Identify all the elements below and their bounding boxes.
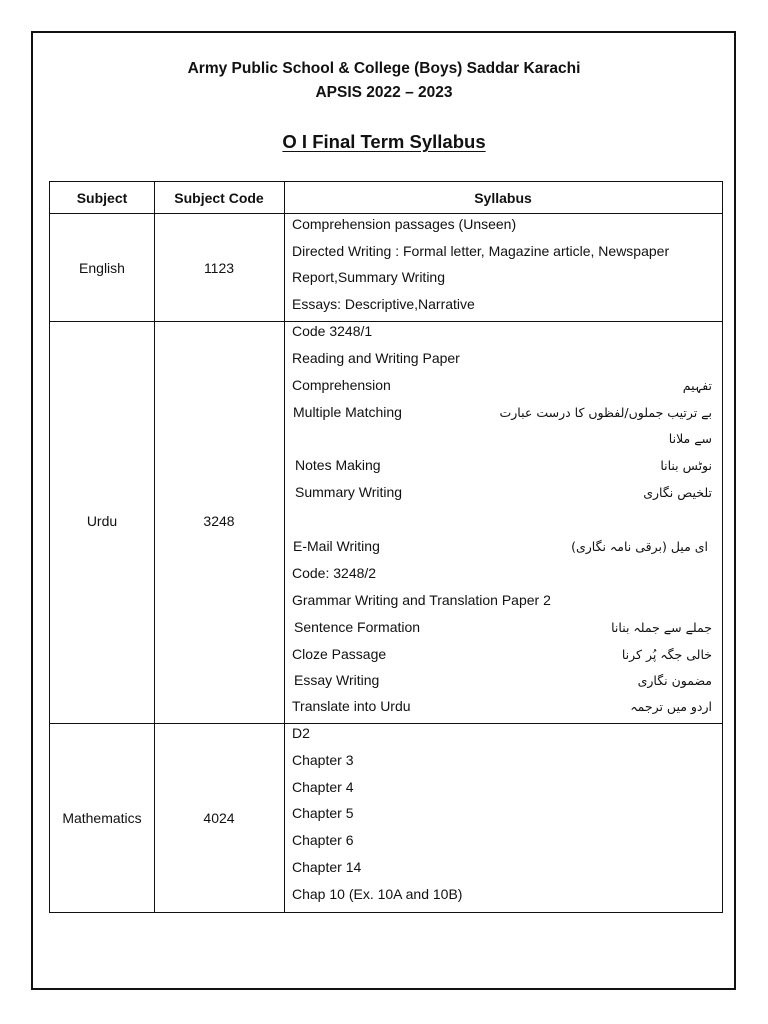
syllabus-line: Translate into Urdu: [292, 698, 411, 714]
syllabus-line: Grammar Writing and Translation Paper 2: [292, 592, 551, 608]
subject-mathematics: Mathematics: [62, 810, 142, 826]
row-divider: [50, 213, 722, 214]
syllabus-line: Comprehension: [292, 377, 391, 393]
school-name: Army Public School & College (Boys) Saddar Karachi: [187, 60, 581, 77]
syllabus-line: Essay Writing: [294, 672, 380, 688]
page-title: [0, 131, 768, 153]
column-divider: [284, 182, 285, 912]
urdu-text: بے ترتیب جملوں/لفظوں کا درست عبارت: [499, 405, 712, 420]
syllabus-line: Report,Summary Writing: [292, 269, 446, 285]
column-header-code: Subject Code: [174, 190, 264, 206]
syllabus-line: Directed Writing : Formal letter, Magazine article, Newspaper: [292, 243, 670, 259]
syllabus-line: Chapter 5: [292, 805, 354, 821]
urdu-text: جملے سے جملہ بنانا: [611, 620, 712, 635]
syllabus-line: Essays: Descriptive,Narrative: [292, 296, 475, 312]
syllabus-line: Code 3248/1: [292, 323, 373, 339]
syllabus-line: Chap 10 (Ex. 10A and 10B): [292, 886, 463, 902]
syllabus-line: Chapter 6: [292, 832, 354, 848]
column-header-syllabus: Syllabus: [474, 190, 532, 206]
urdu-text: سے ملانا: [668, 431, 712, 446]
urdu-text: تفہیم: [682, 378, 712, 393]
row-divider: [50, 321, 722, 322]
urdu-text: نوٹس بنانا: [660, 458, 712, 473]
syllabus-line: Chapter 4: [292, 779, 354, 795]
syllabus-line: Comprehension passages (Unseen): [292, 216, 517, 232]
syllabus-line: Summary Writing: [295, 484, 403, 500]
syllabus-line: Notes Making: [295, 457, 381, 473]
syllabus-line: E-Mail Writing: [293, 538, 380, 554]
session-label: APSIS 2022 – 2023: [315, 84, 453, 101]
syllabus-line: Cloze Passage: [292, 646, 387, 662]
urdu-text: خالی جگہ پُر کرنا: [621, 647, 712, 662]
syllabus-line: D2: [292, 725, 310, 741]
code-urdu: 3248: [203, 513, 235, 529]
column-header-subject: Subject: [76, 190, 128, 206]
code-english: 1123: [203, 260, 235, 276]
page-title-text: O I Final Term Syllabus: [282, 131, 486, 152]
syllabus-line: Reading and Writing Paper: [292, 350, 460, 366]
syllabus-table: [49, 181, 723, 913]
urdu-text: ای میل (برقی نامہ نگاری): [571, 539, 708, 554]
urdu-text: اردو میں ترجمہ: [630, 699, 712, 714]
syllabus-line: Sentence Formation: [294, 619, 421, 635]
code-mathematics: 4024: [203, 810, 235, 826]
syllabus-line: Multiple Matching: [293, 404, 402, 420]
syllabus-line: Code: 3248/2: [292, 565, 377, 581]
subject-urdu: Urdu: [86, 513, 118, 529]
row-divider: [50, 723, 722, 724]
urdu-text: تلخیص نگاری: [643, 485, 712, 500]
urdu-text: مضمون نگاری: [637, 673, 712, 688]
column-divider: [154, 182, 155, 912]
syllabus-line: Chapter 3: [292, 752, 354, 768]
subject-english: English: [79, 260, 125, 276]
syllabus-line: Chapter 14: [292, 859, 362, 875]
